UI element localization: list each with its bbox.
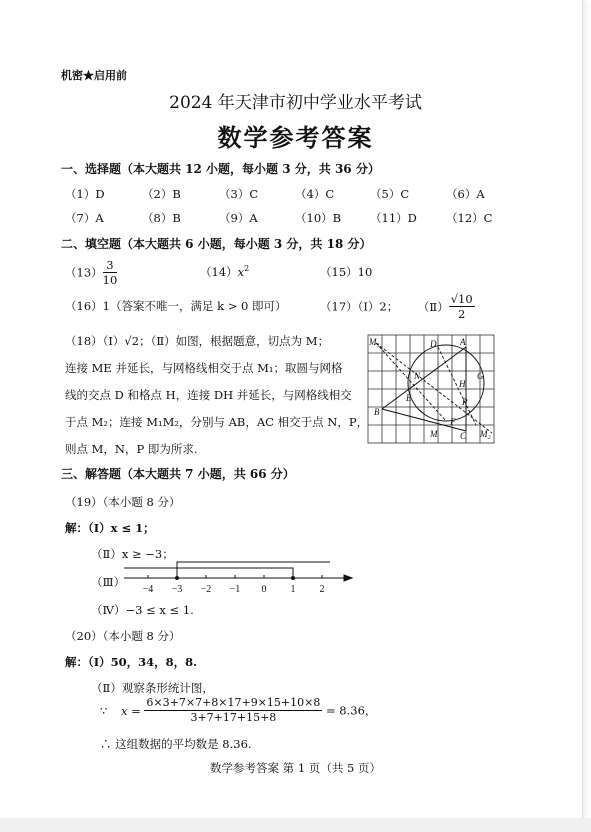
label-N: N — [414, 371, 421, 381]
answer-18-line-2: 连接 ME 并延长，与网格线相交于点 M₁；取圆与网格 — [65, 361, 343, 375]
q20-solution-2: （Ⅱ）观察条形统计图， — [91, 681, 214, 695]
answer-10: （10）B — [295, 211, 342, 225]
answer-14: $(14)x^2$ — [200, 264, 250, 279]
label-G: G — [477, 371, 484, 381]
tick-label--4: −4 — [142, 584, 154, 595]
label-H: H — [459, 379, 466, 389]
q19-title: （19）（本小题 8 分） — [65, 495, 181, 509]
answer-18-line-3: 线的交点 D 和格点 H，连接 DH 并延长，与网格线相交 — [65, 388, 352, 402]
label-M2: M₂ — [480, 429, 491, 439]
answer-13: （13） $\frac{3}{10}$ — [65, 258, 118, 287]
answer-2: （2）B — [142, 187, 181, 201]
viewer-bottom-bar — [0, 818, 591, 832]
exam-title: 2024 年天津市初中学业水平考试 — [169, 93, 422, 113]
tick-label-1: 1 — [290, 584, 296, 595]
answer-5: （5）C — [370, 187, 410, 201]
answer-16: （16）1（答案不唯一，满足 k > 0 即可） — [65, 299, 287, 313]
section-1-title: 一、选择题（本大题共 12 小题，每小题 3 分，共 36 分） — [61, 162, 380, 176]
number-line — [120, 556, 360, 598]
tick-label--3: −3 — [171, 584, 183, 595]
section-2-title: 二、填空题（本大题共 6 小题，每小题 3 分，共 18 分） — [61, 237, 372, 251]
label-D: D — [430, 339, 437, 349]
answer-7: （7）A — [65, 211, 104, 225]
geometry-grid-figure — [366, 333, 498, 447]
document-title: 数学参考答案 — [217, 123, 374, 152]
answer-12: （12）C — [446, 211, 493, 225]
confidential-seal: 机密★启用前 — [61, 69, 127, 82]
label-M1: M₁ — [369, 337, 380, 347]
label-P: P — [462, 397, 468, 407]
answer-18-line-1: （18）（Ⅰ）√2；（Ⅱ）如图，根据题意，切点为 M； — [65, 334, 330, 348]
page-footer: 数学参考答案 第 1 页（共 5 页） — [210, 761, 381, 775]
answer-18-line-4: 于点 M₂；连接 M₁M₂，分别与 AB，AC 相交于点 N，P， — [65, 415, 369, 429]
answer-4: （4）C — [295, 187, 335, 201]
tick-label--1: −1 — [229, 584, 241, 595]
q19-solution-4: （Ⅳ）−3 ≤ x ≤ 1. — [91, 603, 194, 617]
tick-label-0: 0 — [261, 584, 267, 595]
answer-3: （3）C — [219, 187, 259, 201]
tick-label-2: 2 — [319, 584, 325, 595]
answer-11: （11）D — [370, 211, 417, 225]
q20-mean-formula: ∵ x = $\frac{6\times 3+7\times 7+8\times 17+9\times 15+10\times 8}{3+7+17+15+8}$ = 8.36， — [100, 696, 377, 724]
label-M: M — [430, 429, 438, 439]
answer-17: （17）（Ⅰ）2； （Ⅱ） $\frac{√10}{2}$ — [320, 292, 473, 321]
label-B: B — [374, 407, 380, 417]
label-A: A — [460, 337, 466, 347]
answer-18-line-5: 则点 M，N，P 即为所求. — [65, 442, 198, 456]
answer-15: （15）10 — [320, 265, 373, 279]
answer-9: （9）A — [219, 211, 258, 225]
q19-solution-3-label: （Ⅲ） — [91, 575, 126, 589]
label-F: F — [450, 417, 456, 427]
q20-conclusion: ∴ 这组数据的平均数是 8.36. — [100, 737, 252, 751]
q19-solution-2: （Ⅱ）x ≥ −3； — [91, 547, 174, 561]
section-3-title: 三、解答题（本大题共 7 小题，共 66 分） — [61, 467, 295, 481]
q19-solution-1: 解：（Ⅰ）x ≤ 1； — [65, 521, 155, 535]
answer-8: （8）B — [142, 211, 181, 225]
tick-label--2: −2 — [200, 584, 212, 595]
answer-1: （1）D — [65, 187, 105, 201]
label-E: E — [406, 393, 412, 403]
answer-6: （6）A — [446, 187, 485, 201]
q20-title: （20）（本小题 8 分） — [65, 629, 181, 643]
label-C: C — [460, 431, 467, 441]
q20-solution-1: 解：（Ⅰ）50，34，8，8. — [65, 655, 198, 669]
